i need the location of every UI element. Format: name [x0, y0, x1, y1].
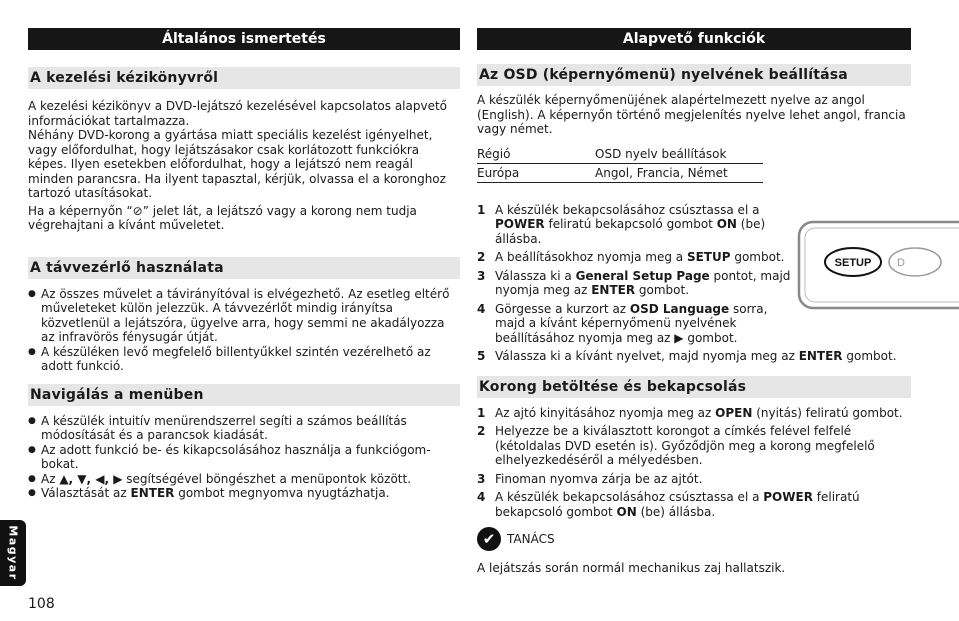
remote-drawing [797, 220, 959, 312]
enter-key: ENTER [130, 486, 175, 500]
language-tab: Magyar [0, 520, 26, 586]
section-header-general: Általános ismertetés [28, 28, 460, 50]
osd-language-table [477, 145, 763, 183]
setup-key-label: SETUP [834, 257, 872, 269]
manual-para-1: A kezelési kézikönyv a DVD-lejátszó kezelésével kapcsolatos alapvető információkat tartalmazza. [28, 99, 448, 128]
manual-para-3: Ha a képernyőn “⊘” jelet lát, a lejátszó vagy a korong nem tudja végrehajtani a kívánt műveletet. [28, 203, 417, 232]
list-item: 1 Az ajtó kinyitásához nyomja meg az OPEN (nyitás) feliratú gombot. [477, 405, 903, 420]
heading-manual: A kezelési kézikönyvről [28, 67, 460, 89]
list-item: ● A készüléken levő megfelelő billentyűkkel szintén vezérelhető az adott funkció. [28, 345, 460, 374]
arrow-keys: ▲, ▼, ◀, ▶ [59, 471, 123, 486]
list-item: ● Az összes művelet a távirányítóval is elvégezhető. Az esetleg eltérő műveleteket külön jelezzük. A távvezérlőt mindig irányítsa közvetlenül a lejátszóra, ügyelve arra, hogy semmi ne akadályozza az infravörös fénysugár útját. [28, 287, 460, 345]
remote-illustration [797, 220, 959, 312]
osd-intro: A készülék képernyőmenüjének alapértelmezett nyelve az angol (English). A képernyőn történő megjelenítés nyelve lehet angol, francia vagy német. [477, 93, 906, 136]
tip-label: TANÁCS [507, 532, 555, 546]
list-item: ● Választását az ENTER gombot megnyomva nyugtázhatja. [28, 486, 460, 501]
list-item: 4 A készülék bekapcsolásához csúsztassa el a POWER feliratú bekapcsoló gombot ON (be) állásba. [477, 490, 860, 519]
osd-steps [477, 202, 897, 364]
list-item: 3 Finoman nyomva zárja be az ajtót. [477, 471, 703, 486]
manual-text [28, 99, 460, 233]
table-row: Régió OSD nyelv beállítások [477, 145, 763, 164]
remote-list [28, 287, 460, 374]
section-header-basic: Alapvető funkciók [477, 28, 911, 50]
heading-remote: A távvezérlő használata [28, 257, 460, 279]
manual-para-2: Néhány DVD-korong a gyártása miatt speciális kezelést igényelhet, vagy előfordulhat, hogy lejátszásakor csak korlátozott funkciókra képes. Ilyen esetekben előfordulhat, hogy a lejátszó nem reagál minden parancsra. Ha ilyent tapasztal, kérjük, olvassa el a koronghoz tartozó utasításokat. [28, 128, 446, 200]
heading-disc-loading: Korong betöltése és bekapcsolás [477, 376, 911, 398]
disc-steps [477, 406, 907, 520]
list-item: ● A készülék intuitív menürendszerrel segíti a számos beállítás módosítását és a parancsok kiadását. [28, 414, 460, 443]
list-item: 2 A beállításokhoz nyomja meg a SETUP gombot. [477, 250, 785, 264]
table-row: Európa Angol, Francia, Német [477, 164, 763, 183]
list-item: ● Az adott funkció be- és kikapcsolásához használja a funkciógom-bokat. [28, 443, 460, 472]
list-item: 3 Válassza ki a General Setup Page pontot, majd nyomja meg az ENTER gombot. [477, 268, 791, 297]
checkmark-icon: ✔ [477, 527, 501, 551]
navigation-list [28, 414, 460, 501]
tip [477, 527, 911, 551]
left-column [28, 28, 460, 501]
list-item: 1 A készülék bekapcsolásához csúsztassa el a POWER feliratú bekapcsoló gombot ON (be) állásba. [477, 202, 766, 246]
heading-osd: Az OSD (képernyőmenü) nyelvének beállítása [477, 64, 911, 86]
list-item: 5 Válassza ki a kívánt nyelvet, majd nyomja meg az ENTER gombot. [477, 349, 897, 363]
next-key-label: D [897, 257, 905, 269]
list-item: ● Az ▲, ▼, ◀, ▶ segítségével böngészhet a menüpontok között. [28, 472, 460, 487]
list-item: 2 Helyezze be a kiválasztott korongot a címkés felével felfelé (kétoldalas DVD esetén is). Győződjön meg a korong megfelelő elhelyezkedéséről a mélyedésben. [477, 424, 875, 467]
list-item: 4 Görgesse a kurzort az OSD Language sorra, majd a kívánt képernyőmenü nyelvének beállításához nyomja meg az ▶ gombot. [477, 301, 768, 345]
tip-text: A lejátszás során normál mechanikus zaj hallatszik. [477, 561, 786, 575]
heading-navigation: Navigálás a menüben [28, 384, 460, 406]
page-number: 108 [28, 596, 55, 612]
